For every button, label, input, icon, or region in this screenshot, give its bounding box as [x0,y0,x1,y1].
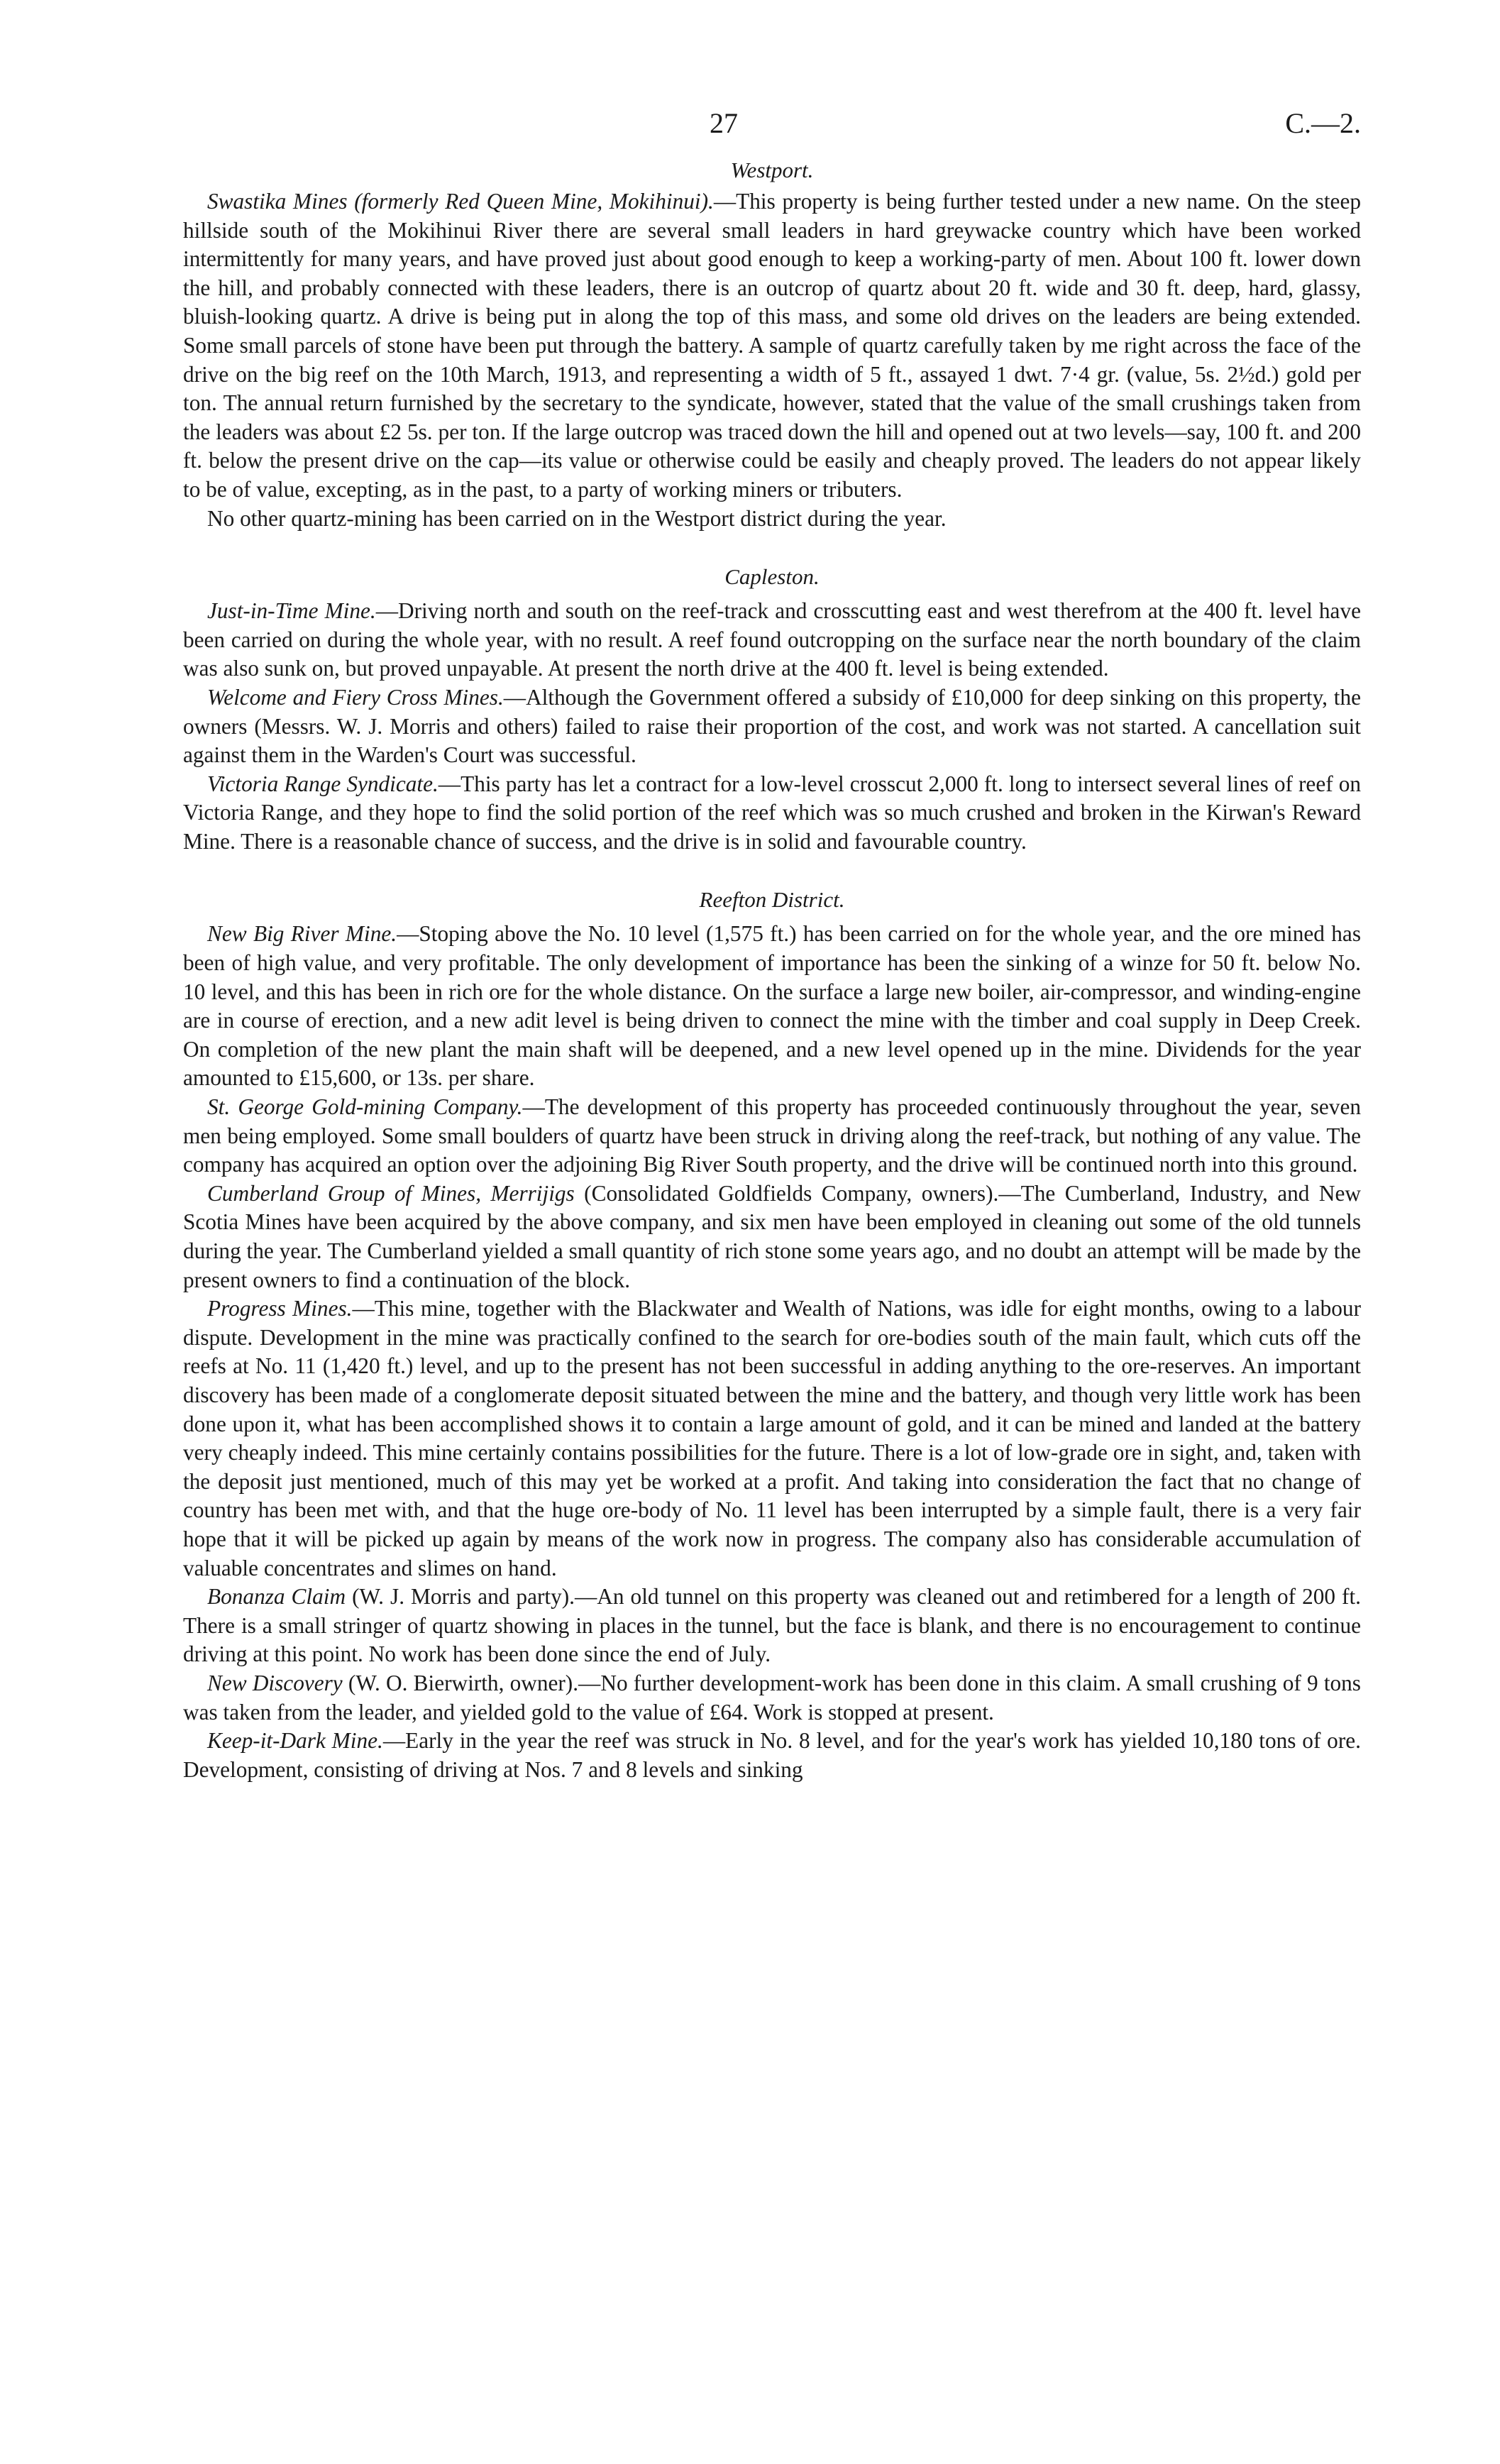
paragraph [183,1294,1361,1583]
paragraph-lead: New Discovery [207,1670,343,1695]
section-westport [183,158,1361,533]
paragraph-text: —Stoping above the No. 10 level (1,575 ft.) has been carried on for the whole year, and the ore mined has been of high value, and very profitable. The only development of importance has been the sinking of a winze for 50 ft. below No. 10 level, and this has been in rich ore for the whole distance. On the surface a large new boiler, air-compressor, and winding-engine are in course of erection, and a new adit level is being driven to connect the mine with the timber and coal supply in Deep Creek. On completion of the new plant the main shaft will be deepened, and a new level opened up in the mine. Dividends for the year amounted to £15,600, or 13s. per share. [183,921,1362,1091]
report-code: C.—2. [1285,107,1361,139]
paragraph-lead: Bonanza Claim [207,1584,346,1610]
paragraph-lead: Swastika Mines (formerly Red Queen Mine, Mokihinui). [207,189,714,214]
paragraph [183,920,1361,1093]
page-number: 27 [710,107,738,139]
paragraph-text: —This property is being further tested under a new name. On the steep hillside south of the Mokihinui River there are several small leaders in hard greywacke country which have been worked intermittently for many years, and have proved just about good enough to keep a working-party of men. About 100 ft. lower down the hill, and probably connected with these leaders, there is an outcrop of quartz about 20 ft. wide and 30 ft. deep, hard, glassy, bluish-looking quartz. A drive is being put in along the top of this mass, and some old drives on the leaders are being extended. Some small parcels of stone have been put through the battery. A sample of quartz carefully taken by me right across the face of the drive on the big reef on the 10th March, 1913, and representing a width of 5 ft., assayed 1 dwt. 7·4 gr. (value, 5s. 2½d.) gold per ton. The annual return furnished by the secretary to the syndicate, however, stated that the value of the small crushings taken from the leaders was about £2 5s. per ton. If the large outcrop was traced down the hill and opened out at two levels—say, 100 ft. and 200 ft. below the present drive on the cap—its value or otherwise could be easily and cheaply proved. The leaders do not appear likely to be of value, excepting, as in the past, to a party of working miners or tributers. [183,189,1361,502]
section-heading: Capleston. [724,564,820,590]
paragraph-text: —Driving north and south on the reef-track and crosscutting east and west therefrom at the 400 ft. level have been carried on during the whole year, with no result. A reef found outcropping on the surface near the north boundary of the claim was also sunk on, but proved unpayable. At present the north drive at the 400 ft. level is being extended. [183,598,1361,681]
paragraph-text: —This party has let a contract for a low-level crosscut 2,000 ft. long to intersect several lines of reef on Victoria Range, and they hope to find the solid portion of the reef which was so much crushed and broken in the Kirwan's Reward Mine. There is a reasonable chance of success, and the drive is in solid and favourable country. [183,771,1361,854]
paragraph-lead: Cumberland Group of Mines, Merrijigs [207,1180,575,1206]
paragraph [183,187,1361,505]
section-reefton [183,887,1361,1784]
paragraph-text: —The development of this property has proceeded continuously throughout the year, seven men being employed. Some small boulders of quartz have been struck in driving along the reef-track, but nothing of any value. The company has acquired an option over the adjoining Big River South property, and the drive will be continued north into this ground. [183,1094,1361,1177]
paragraph-lead: New Big River Mine. [207,921,397,947]
paragraph-text: —Although the Government offered a subsidy of £10,000 for deep sinking on this property, the owners (Messrs. W. J. Morris and others) failed to raise their proportion of the cost, and work was not started. A cancellation suit against them in the Warden's Court was successful. [183,684,1361,768]
paragraph [183,597,1361,683]
paragraph-lead: Progress Mines. [207,1296,353,1321]
section-heading: Westport. [730,158,814,182]
paragraph-text: —Early in the year the reef was struck in No. 8 level, and for the year's work has yielded 10,180 tons of ore. Development, consisting of driving at Nos. 7 and 8 levels and sinking [183,1728,1361,1782]
paragraph-text: (W. J. Morris and party).—An old tunnel on this property was cleaned out and retimbered for a length of 200 ft. There is a small stringer of quartz showing in places in the tunnel, but the face is blank, and there is no encouragement to continue driving at this point. No work has been done since the end of July. [183,1584,1361,1667]
paragraph [183,505,1361,534]
page-header [183,106,1361,156]
paragraph [183,1583,1361,1669]
paragraph-lead: Keep-it-Dark Mine. [207,1728,383,1754]
paragraph-text: No other quartz-mining has been carried on in the Westport district during the year. [207,505,947,531]
section-capleston [183,564,1361,856]
paragraph-text: (Consolidated Goldfields Company, owners).—The Cumberland, Industry, and New Scotia Mines have been acquired by the above company, and six men have been employed in cleaning out some of the old tunnels during the year. The Cumberland yielded a small quantity of rich stone some years ago, and no doubt an attempt will be made by the present owners to find a continuation of the block. [183,1180,1361,1292]
paragraph-text: (W. O. Bierwirth, owner).—No further development-work has been done in this claim. A small crushing of 9 tons was taken from the leader, and yielded gold to the value of £64. Work is stopped at present. [183,1670,1361,1725]
section-heading: Reefton District. [699,887,845,913]
document-page [183,106,1361,1784]
paragraph [183,770,1361,857]
paragraph-lead: Welcome and Fiery Cross Mines. [207,684,504,710]
paragraph [183,1179,1361,1294]
paragraph [183,683,1361,770]
paragraph-text: —This mine, together with the Blackwater and Wealth of Nations, was idle for eight months, owing to a labour dispute. Development in the mine was practically confined to the search for ore-bodies south of the main fault, which cuts off the reefs at No. 11 (1,420 ft.) level, and up to the present has not been successful in adding anything to the ore-reserves. An important discovery has been made of a conglomerate deposit situated between the mine and the battery, and though very little work has been done upon it, what has been accomplished shows it to contain a large amount of gold, and it can be mined and landed at the battery very cheaply indeed. This mine certainly contains possibilities for the future. There is a lot of low-grade ore in sight, and, taken with the deposit just mentioned, much of this may yet be worked at a profit. And taking into consideration the fact that no change of country has been met with, and that the huge ore-body of No. 11 level has been interrupted by a simple fault, there is a very fair hope that it will be picked up again by means of the work now in progress. The company also has considerable accumulation of valuable concentrates and slimes on hand. [183,1296,1361,1580]
paragraph [183,1669,1361,1727]
paragraph [183,1727,1361,1784]
paragraph-lead: Victoria Range Syndicate. [207,771,439,796]
paragraph-lead: Just-in-Time Mine. [207,598,376,624]
paragraph [183,1093,1361,1179]
paragraph-lead: St. George Gold-mining Company. [207,1094,523,1120]
